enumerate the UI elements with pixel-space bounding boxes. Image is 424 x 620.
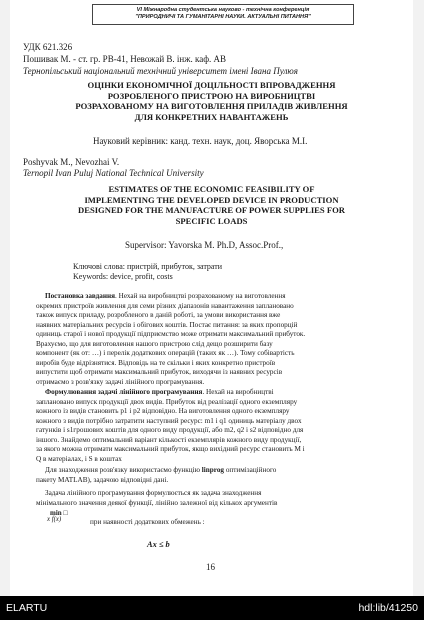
paragraph-line: компонент (як от: …) і перелік додаткових операцій (таких як …). Тому собівартість — [36, 349, 295, 357]
handle-link[interactable]: hdl:lib/41250 — [358, 602, 418, 614]
paragraph-line: кожного із видів становить p1 і p2 відповідно. На виготовлення одного екземпляру — [36, 407, 290, 415]
title-en-line: SPECIFIC LOADS — [175, 215, 248, 226]
supervisor-ua: Науковий керівник: канд. техн. наук, доц. Яворська М.І. — [93, 136, 308, 146]
function-name: linprog — [201, 466, 225, 474]
conference-name: VI Міжнародна студентська науково - технічна конференція — [136, 7, 310, 13]
title-ua-line: РОЗРАХОВАНОМУ НА ВИГОТОВЛЕННЯ ПРИЛАДІВ ЖИВЛЕННЯ — [75, 101, 348, 111]
line-text: оптимізаційного — [224, 466, 277, 474]
formula-min: min □ — [50, 509, 68, 517]
keywords-en: Keywords: device, profit, costs — [73, 272, 173, 281]
repository-footer — [0, 596, 424, 620]
supervisor-en: Supervisor: Yavorska M. Ph.D, Assoc.Prof., — [125, 240, 284, 250]
section-lead: Постановка завдання — [44, 292, 116, 300]
title-en — [20, 184, 403, 226]
repository-name: ELARTU — [6, 602, 48, 614]
title-ua — [20, 80, 403, 122]
paragraph-line: наявних матеріальних ресурсів і обігових коштів. Постає питання: за яких пропорцій — [36, 320, 298, 329]
line-text: . Нехай на виробництві — [202, 388, 274, 396]
title-ua-line: РОЗРОБЛЕНОГО ПРИСТРОЮ НА ВИРОБНИЦТВІ — [107, 90, 316, 101]
formula-objective: x f(x) — [47, 516, 62, 523]
paragraph-line: за якого можна отримати максимальний прибуток, якщо вихідний ресурс становить M і — [36, 445, 305, 453]
paragraph-line: одиниць старої і нової продукції підприємство може отримати максимальний прибуток. — [36, 330, 306, 338]
paragraph-line — [36, 292, 393, 302]
paragraph-lp-formulation — [36, 388, 393, 464]
paragraph-problem-statement — [36, 292, 393, 387]
paragraph-lp-definition — [36, 489, 393, 508]
paragraph-line: випустити щоб отримати максимальний прибуток, виходячи із наявних ресурсів — [36, 368, 283, 376]
paragraph-line: іншого. Знайдемо оптимальний варіант кількості екземплярів кожного виду продукції, — [36, 435, 302, 444]
paragraph-linprog — [36, 466, 393, 485]
paragraph-line: Q в матеріалах, і S в коштах — [36, 454, 122, 463]
paragraph-line: заплановано випуск продукції двох видів. Прибуток від реалізації одного екземпляру — [36, 397, 298, 406]
title-ua-line: ОЦІНКИ ЕКОНОМІЧНОЇ ДОЦІЛЬНОСТІ ВПРОВАДЖЕННЯ — [87, 80, 336, 90]
section-lead: Формулювання задачі лінійного програмування — [44, 388, 203, 396]
paragraph-line: кожного з видів потрібно затратити наступний ресурс: m1 і q1 одиниць матеріалу двох — [36, 416, 302, 425]
title-en-line: DESIGNED FOR THE MANUFACTURE OF POWER SUPPLIES FOR — [78, 205, 345, 215]
authors-ua: Пошивак М. - ст. гр. РВ-41, Невожай В. інж. каф. АВ — [23, 54, 227, 64]
paragraph-line: окремих пристроїв живлення для семи різних діапазонів навантаження заплановано — [36, 301, 294, 310]
paragraph-line: Врахуємо, що для виготовлення нашого пристрою слід дещо розширити базу — [36, 339, 273, 348]
udk-code: УДК 621.326 — [23, 42, 73, 52]
affiliation-ua: Тернопільський національний технічний університет імені Івана Пулюя — [23, 66, 298, 76]
formula-inequality: Ax ≤ b — [147, 540, 170, 549]
affiliation-en: Ternopil Ivan Puluj National Technical University — [23, 168, 204, 178]
paper-page — [10, 0, 413, 596]
title-en-line: IMPLEMENTING THE DEVELOPED DEVICE IN PRODUCTION — [84, 194, 339, 205]
paragraph-line — [36, 466, 393, 476]
line-text: Задача лінійного програмування формулюється як задача знаходження — [44, 489, 262, 497]
keywords-ua: Ключові слова: пристрій, прибуток, затрати — [73, 262, 223, 271]
paragraph-line: отримаємо з розв'язку задачі лінійного програмування. — [36, 377, 205, 386]
paragraph-line — [36, 388, 393, 398]
title-en-line: ESTIMATES OF THE ECONOMIC FEASIBILITY OF — [108, 184, 315, 194]
paragraph-line — [36, 489, 393, 499]
authors-en: Poshyvak M., Nevozhai V. — [23, 157, 120, 167]
paragraph-line: пакету MATLAB), задачою відповідні дані. — [36, 475, 169, 484]
paragraph-line: також випуск приладу, розробленого в даній роботі, за умови використання вже — [36, 311, 281, 319]
paragraph-line: мінімального значення деякої функції, лінійно залежної від кількох аргументів — [36, 498, 278, 507]
line-text: Для знаходження розв'язку використаємо функцію — [44, 466, 202, 474]
title-ua-line: ДЛЯ КОНКРЕТНИХ НАВАНТАЖЕНЬ — [134, 111, 289, 122]
paragraph-line: гатунків і s1грошових коштів для одного виду продукції, або m2, q2 і s2 відповідно для — [36, 426, 304, 434]
conference-theme: "ПРИРОДНИЧІ ТА ГУМАНІТАРНІ НАУКИ. АКТУАЛЬНІ ПИТАННЯ" — [135, 13, 311, 20]
conference-header — [92, 4, 354, 25]
line-text: . Нехай на виробництві розрахованому на виготовлення — [115, 292, 286, 300]
formula-constraint-text: при наявності додаткових обмежень : — [90, 518, 205, 526]
page-number: 16 — [206, 562, 215, 572]
paragraph-line: виробів буде відрізнятися. Відповідь на те скільки і яких конкретно пристроїв — [36, 358, 276, 367]
